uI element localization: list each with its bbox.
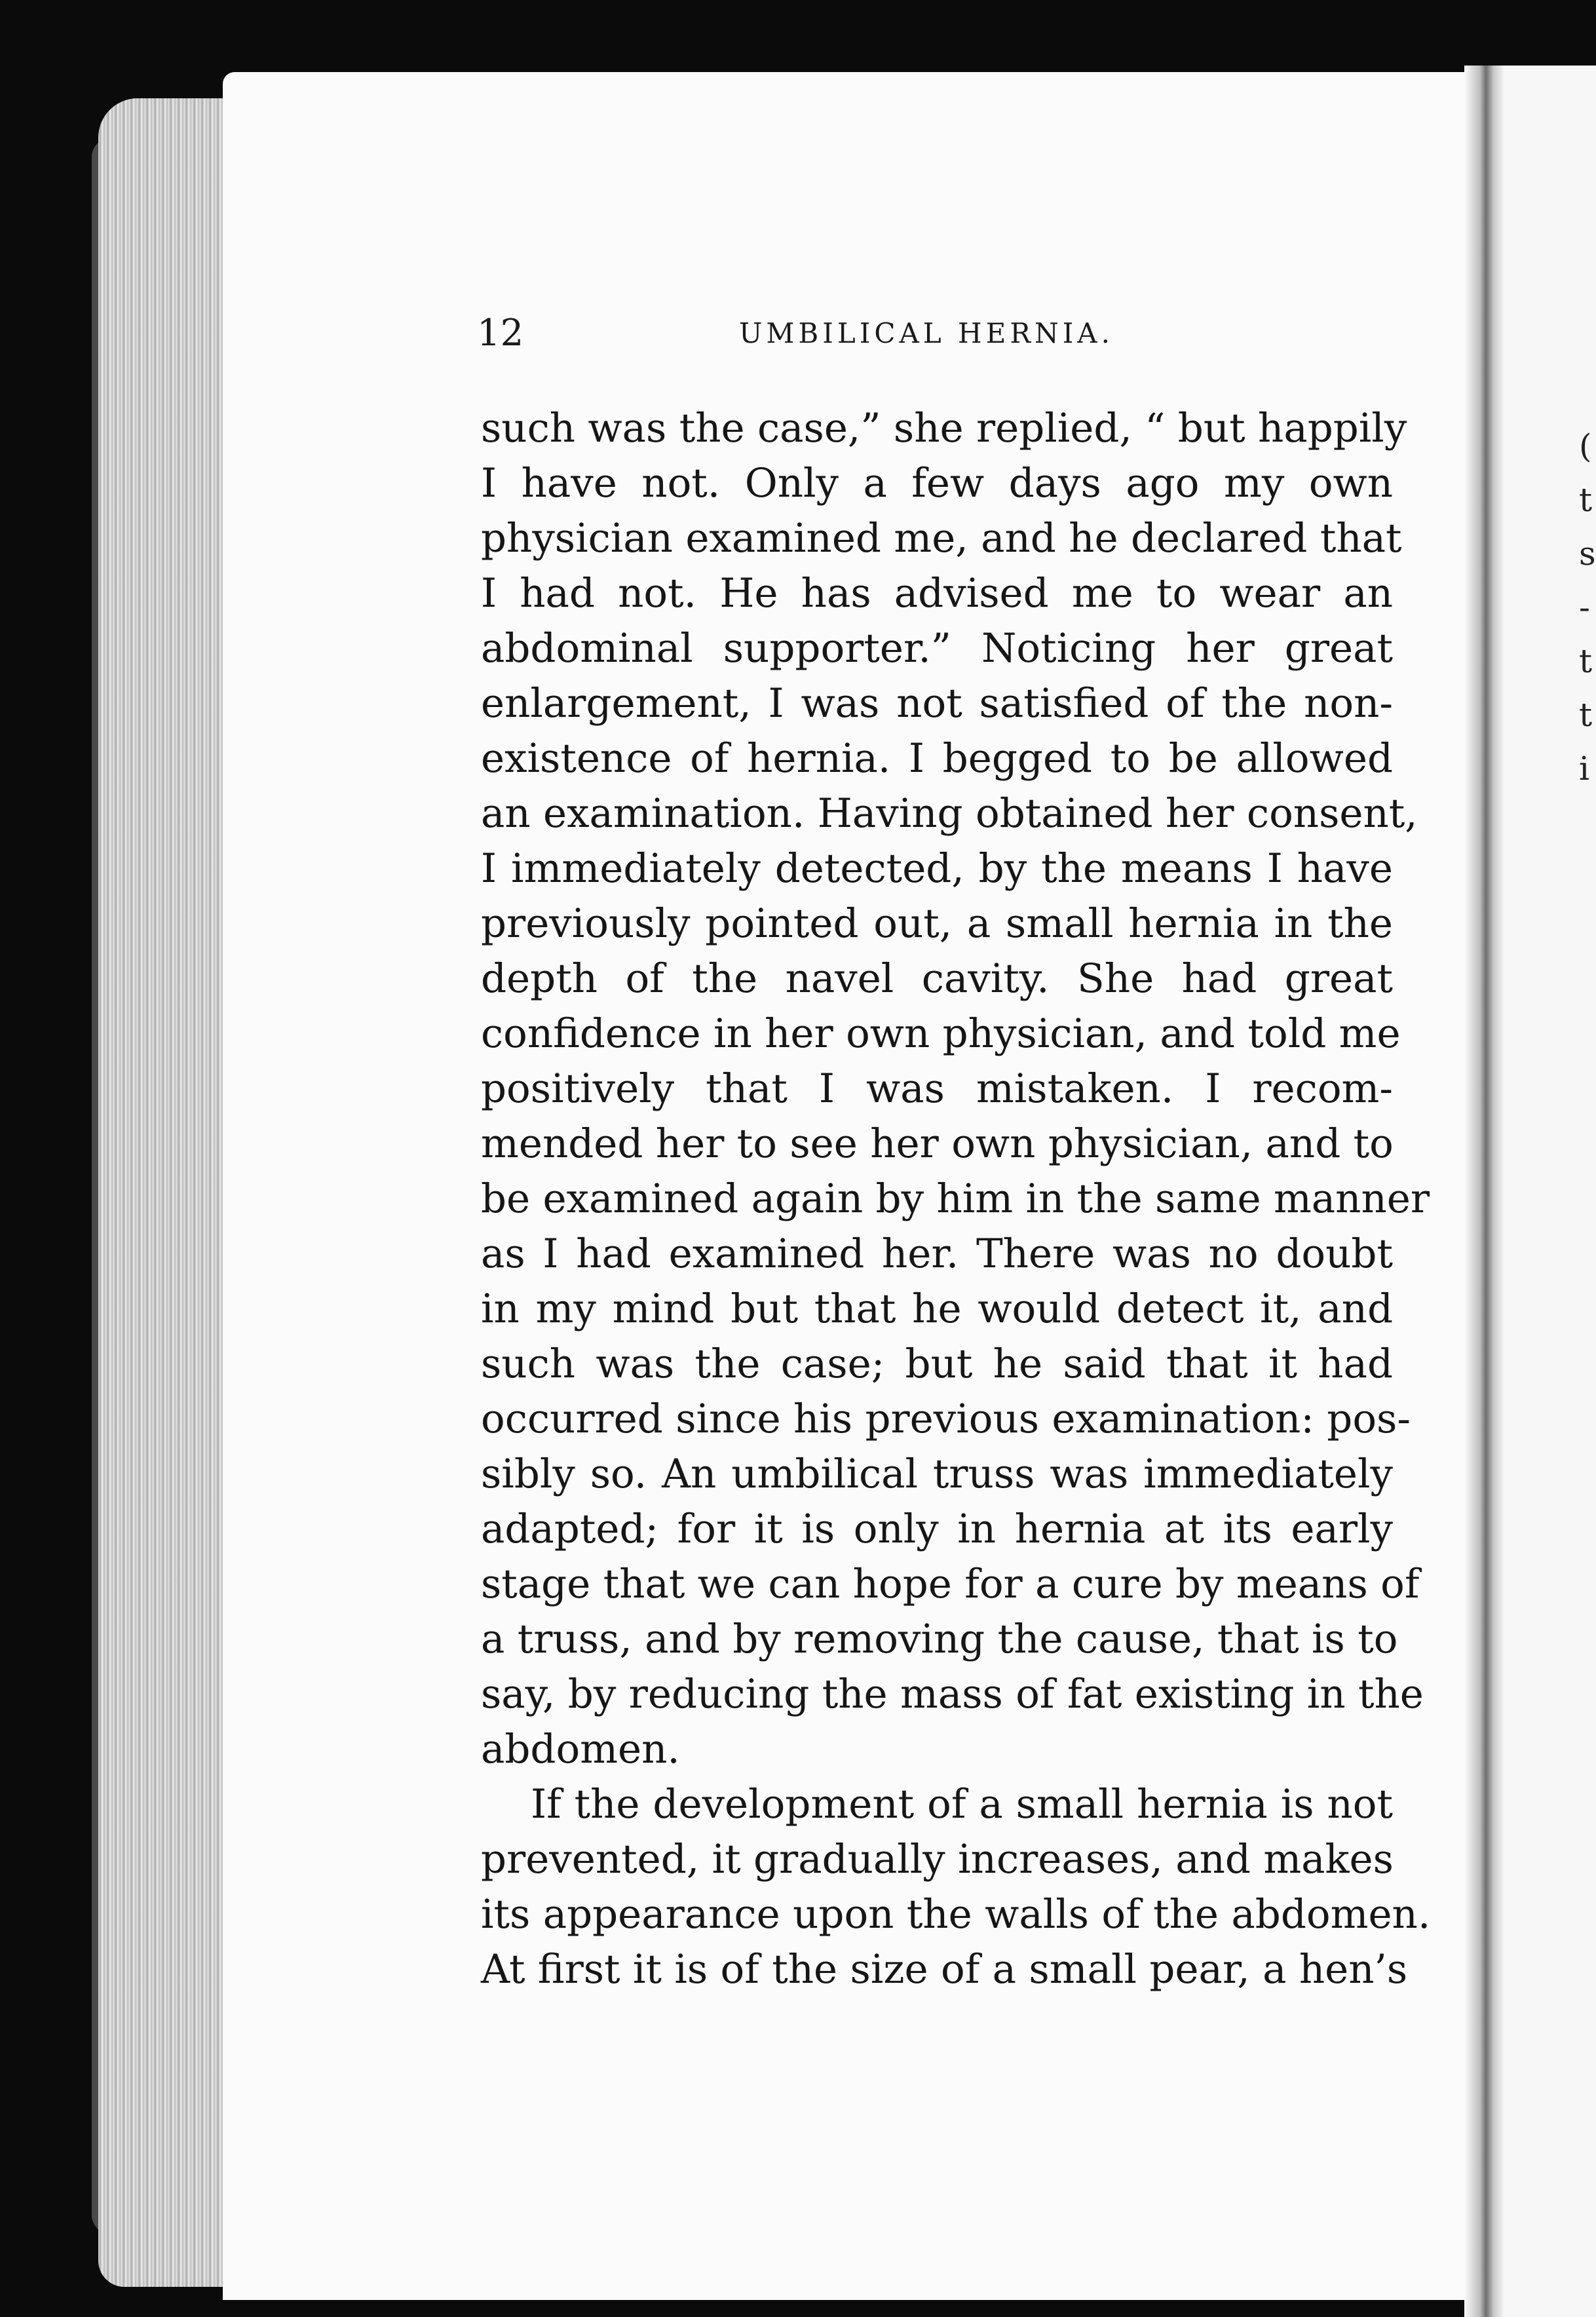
text-line: physician examined me, and he declared that [481,515,1402,562]
page-header [477,312,1132,364]
facing-fragment: ( [1579,427,1592,465]
page-number: 12 [477,312,524,354]
text-line: as I had examined her. There was no doubt [481,1231,1393,1277]
text-line: say, by reducing the mass of fat existing in the [481,1671,1424,1717]
text-line: abdomen. [481,1726,680,1772]
paragraph [481,401,1430,1777]
facing-fragment: s [1579,535,1596,573]
text-line: mended her to see her own physician, and to [481,1120,1394,1167]
paragraph [481,1777,1431,1997]
text-line: confidence in her own physician, and told me [481,1010,1401,1057]
text-line: I immediately detected, by the means I have [481,845,1393,892]
text-line: I had not. He has advised me to wear an [481,570,1393,617]
text-line: previously pointed out, a small hernia in the [481,900,1393,947]
facing-fragment: t [1579,696,1593,734]
facing-fragment: - [1579,588,1590,626]
text-line: depth of the navel cavity. She had great [481,955,1393,1002]
facing-fragment: t [1579,642,1593,680]
text-line: a truss, and by removing the cause, that is to [481,1616,1398,1662]
text-line: its appearance upon the walls of the abdomen. [481,1891,1431,1938]
facing-fragment: i [1579,750,1589,788]
text-line: occurred since his previous examination: pos- [481,1396,1411,1442]
text-line: enlargement, I was not satisfied of the non- [481,680,1393,727]
text-line: adapted; for it is only in hernia at its early [481,1506,1393,1552]
text-line: such was the case,” she replied, “ but happily [481,405,1407,451]
text-line: in my mind but that he would detect it, and [481,1286,1393,1332]
facing-page-fragments [1579,419,1596,795]
text-line: stage that we can hope for a cure by means of [481,1561,1420,1607]
text-line: be examined again by him in the same manner [481,1176,1430,1222]
text-line: such was the case; but he said that it had [481,1341,1393,1387]
text-line: If the development of a small hernia is not [531,1781,1393,1828]
text-line: positively that I was mistaken. I recom- [481,1065,1393,1112]
body-text [481,401,1431,1997]
text-line: abdominal supporter.” Noticing her great [481,625,1393,672]
facing-fragment: t [1579,481,1593,519]
text-line: sibly so. An umbilical truss was immediately [481,1451,1393,1497]
running-head: UMBILICAL HERNIA. [739,317,1114,349]
text-line: existence of hernia. I begged to be allowed [481,735,1393,782]
text-line: an examination. Having obtained her consent, [481,790,1418,837]
text-line: I have not. Only a few days ago my own [481,460,1393,507]
book-gutter [1464,66,1504,2317]
text-line: prevented, it gradually increases, and makes [481,1836,1394,1883]
text-line: At first it is of the size of a small pear, a hen’s [481,1946,1408,1993]
